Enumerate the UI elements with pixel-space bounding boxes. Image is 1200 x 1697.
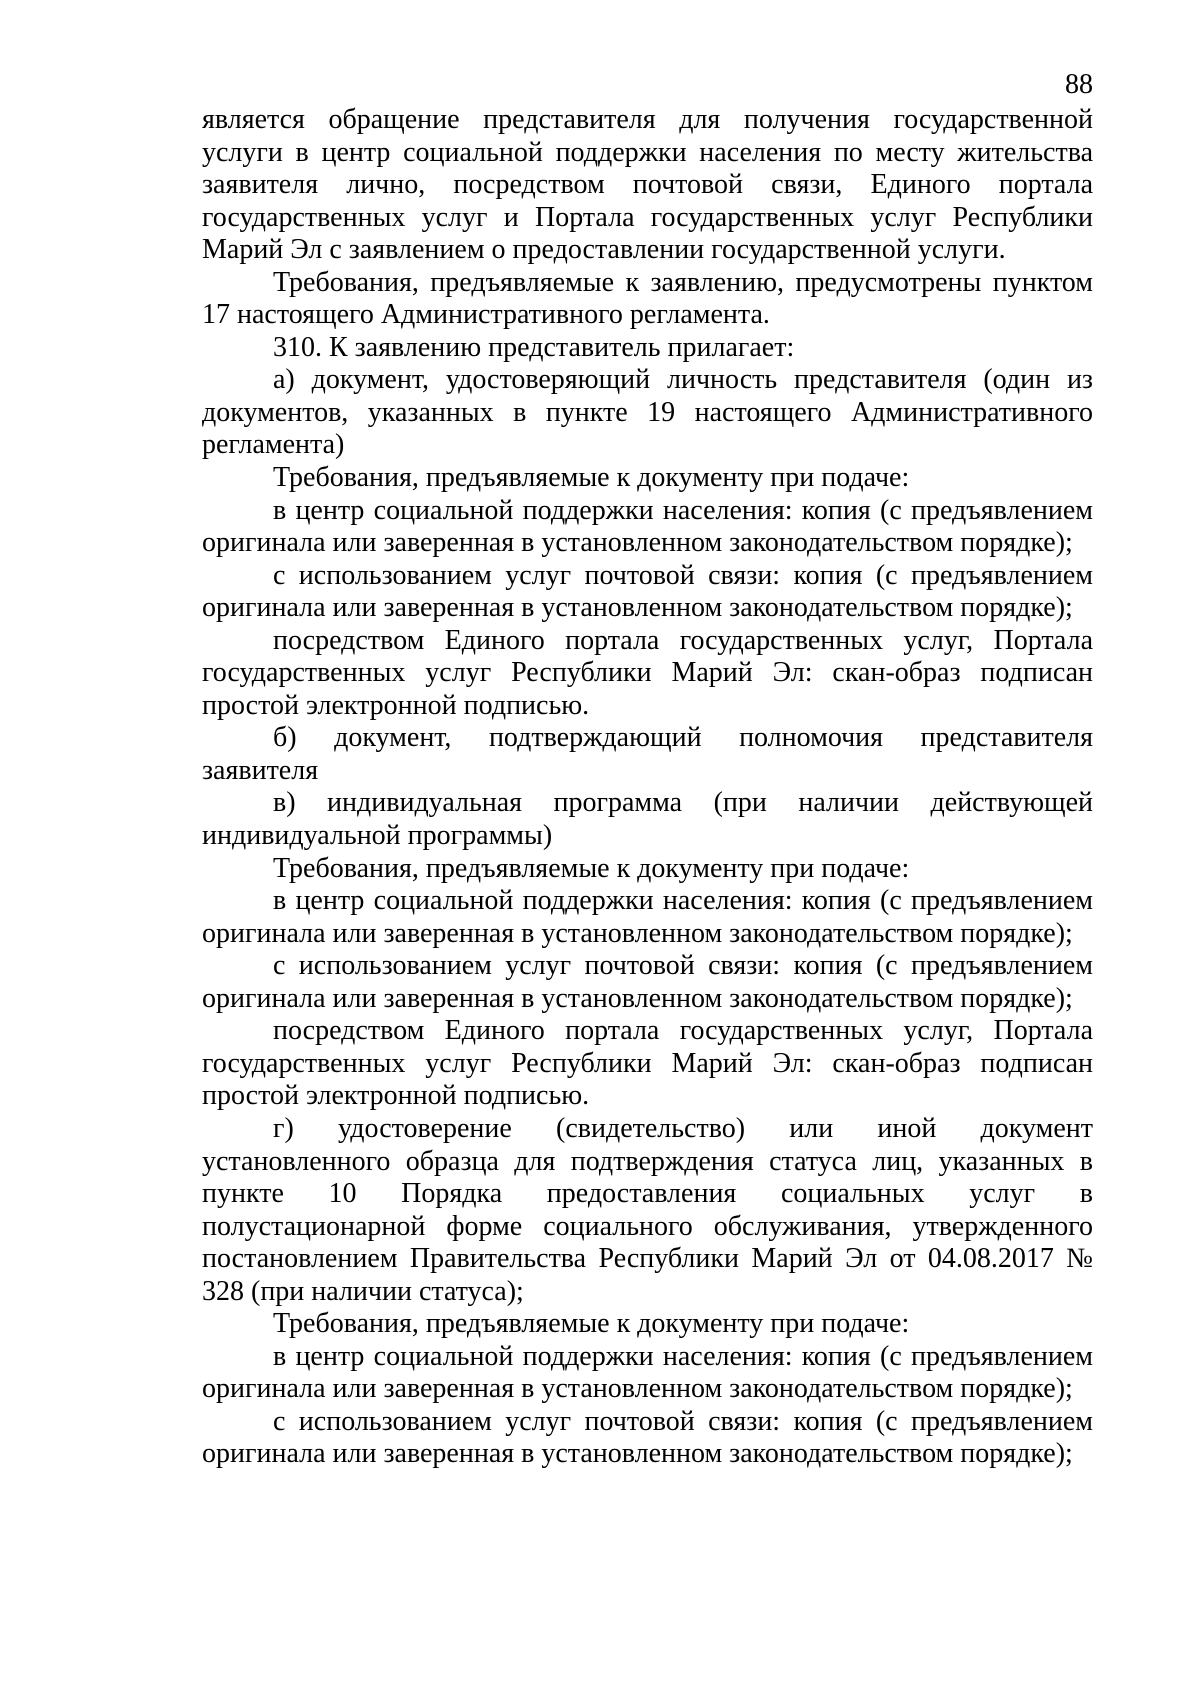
paragraph-postal-copy: с использованием услуг почтовой связи: копия (с предъявлением оригинала или заверенная в установленном законодательством порядке); [202,559,1093,624]
paragraph-submission-requirements: Требования, предъявляемые к документу при подаче: [273,1308,910,1340]
paragraph-postal-copy: с использованием услуг почтовой связи: копия (с предъявлением оригинала или заверенная в установленном законодательством порядке); [202,950,1093,1014]
paragraph-portal-scan: посредством Единого портала государственных услуг, Портала государственных услуг Республики Марий Эл: скан-образ подписан простой электронной подписью. [202,624,1093,721]
paragraph-center-copy: в центр социальной поддержки населения: копия (с предъявлением оригинала или заверенная в установленном законодательством порядке); [202,1340,1093,1405]
page-number: 88 [1065,69,1093,100]
paragraph-item-a: а) документ, удостоверяющий личность представителя (один из документов, указанных в пункте 19 настоящего Административного регламента) [202,364,1093,461]
paragraph-center-copy: в центр социальной поддержки населения: копия (с предъявлением оригинала или заверенная в установленном законодательством порядке); [202,885,1093,949]
paragraph-submission-requirements: Требования, предъявляемые к документу при подаче: [273,462,910,494]
paragraph-center-copy: в центр социальной поддержки населения: копия (с предъявлением оригинала или заверенная в установленном законодательством порядке); [202,494,1093,559]
paragraph-clause-310: 310. К заявлению представитель прилагает: [273,331,795,363]
paragraph-item-v: в) индивидуальная программа (при наличии действующей индивидуальной программы) [202,787,1093,852]
document-body [202,104,1093,1471]
paragraph-postal-copy: с использованием услуг почтовой связи: копия (с предъявлением оригинала или заверенная в установленном законодательством порядке); [202,1405,1093,1470]
paragraph-application-requirements: Требования, предъявляемые к заявлению, предусмотрены пунктом 17 настоящего Административного регламента. [202,266,1093,331]
paragraph-submission-requirements: Требования, предъявляемые к документу при подаче: [273,852,910,884]
paragraph-item-b: б) документ, подтверждающий полномочия представителя заявителя [202,722,1093,786]
paragraph-portal-scan: посредством Единого портала государственных услуг, Портала государственных услуг Республики Марий Эл: скан-образ подписан простой электронной подписью. [202,1015,1093,1112]
paragraph-continuation: является обращение представителя для получения государственной услуги в центр социальной поддержки населения по месту жительства заявителя лично, посредством почтовой связи, Единого портала государственных услуг и Портала государственных услуг Республики Марий Эл с заявлением о предоставлении государственной услуги. [202,104,1093,266]
paragraph-item-g: г) удостоверение (свидетельство) или иной документ установленного образца для подтверждения статуса лиц, указанных в пункте 10 Порядка предоставления социальных услуг в полустационарной форме социального обслуживания, утвержденного постановлением Правительства Республики Марий Эл от 04.08.2017 № 328 (при наличии статуса); [202,1112,1093,1307]
